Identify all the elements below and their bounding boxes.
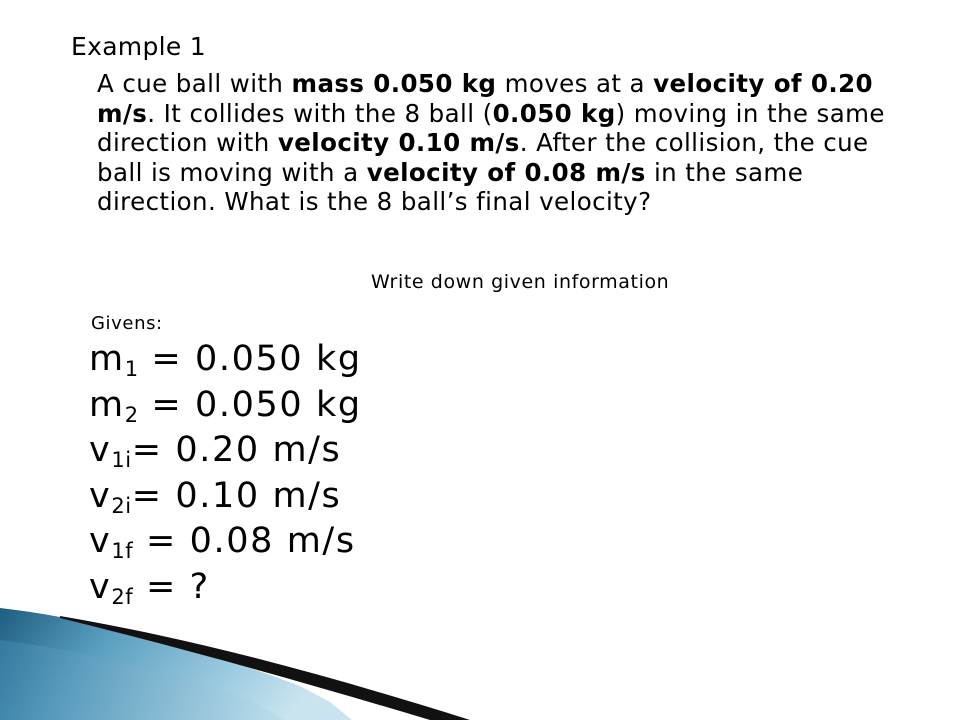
given-subscript: 2f bbox=[111, 584, 134, 609]
given-item bbox=[89, 337, 362, 383]
problem-bold-value: velocity 0.10 m/s bbox=[277, 128, 520, 157]
given-symbol: v bbox=[89, 521, 112, 561]
given-item bbox=[89, 474, 362, 520]
given-symbol: v bbox=[89, 430, 112, 470]
given-subscript: 1 bbox=[124, 357, 139, 381]
given-subscript: 2 bbox=[124, 402, 139, 427]
given-item bbox=[89, 519, 362, 565]
problem-bold-value: 0.050 kg bbox=[492, 98, 616, 128]
example-heading: Example 1 bbox=[71, 32, 207, 61]
problem-bold-value: velocity of 0.20 m/s bbox=[97, 69, 873, 128]
given-subscript: 1f bbox=[111, 539, 134, 563]
given-symbol: v bbox=[89, 475, 112, 516]
given-value: = ? bbox=[133, 566, 210, 607]
given-item bbox=[89, 428, 362, 474]
problem-text: A cue ball with bbox=[97, 69, 292, 98]
givens-list bbox=[89, 337, 362, 610]
problem-text: . After the collision, the cue ball is moving with a bbox=[97, 128, 869, 187]
instruction-note: Write down given information bbox=[371, 271, 670, 293]
given-symbol: m bbox=[89, 339, 125, 379]
given-value: = 0.050 kg bbox=[138, 384, 362, 425]
given-subscript: 2i bbox=[111, 493, 132, 518]
given-item bbox=[89, 565, 362, 611]
givens-label: Givens: bbox=[91, 313, 163, 334]
given-subscript: 1i bbox=[111, 448, 132, 472]
problem-text: . It collides with the 8 ball ( bbox=[147, 98, 493, 128]
problem-bold-value: mass 0.050 kg bbox=[291, 69, 497, 98]
problem-text: in the same direction. What is the 8 ball’s final velocity? bbox=[97, 157, 804, 216]
given-value: = 0.050 kg bbox=[138, 339, 362, 379]
given-item bbox=[89, 383, 362, 429]
given-value: = 0.08 m/s bbox=[133, 521, 356, 561]
given-value: = 0.20 m/s bbox=[131, 430, 342, 470]
given-value: = 0.10 m/s bbox=[131, 475, 342, 516]
problem-text: ) moving in the same direction with bbox=[97, 98, 885, 157]
problem-text: moves at a bbox=[496, 69, 654, 98]
problem-statement bbox=[97, 69, 917, 217]
given-symbol: m bbox=[89, 384, 125, 425]
given-symbol: v bbox=[89, 566, 112, 607]
problem-bold-value: velocity of 0.08 m/s bbox=[366, 157, 646, 187]
